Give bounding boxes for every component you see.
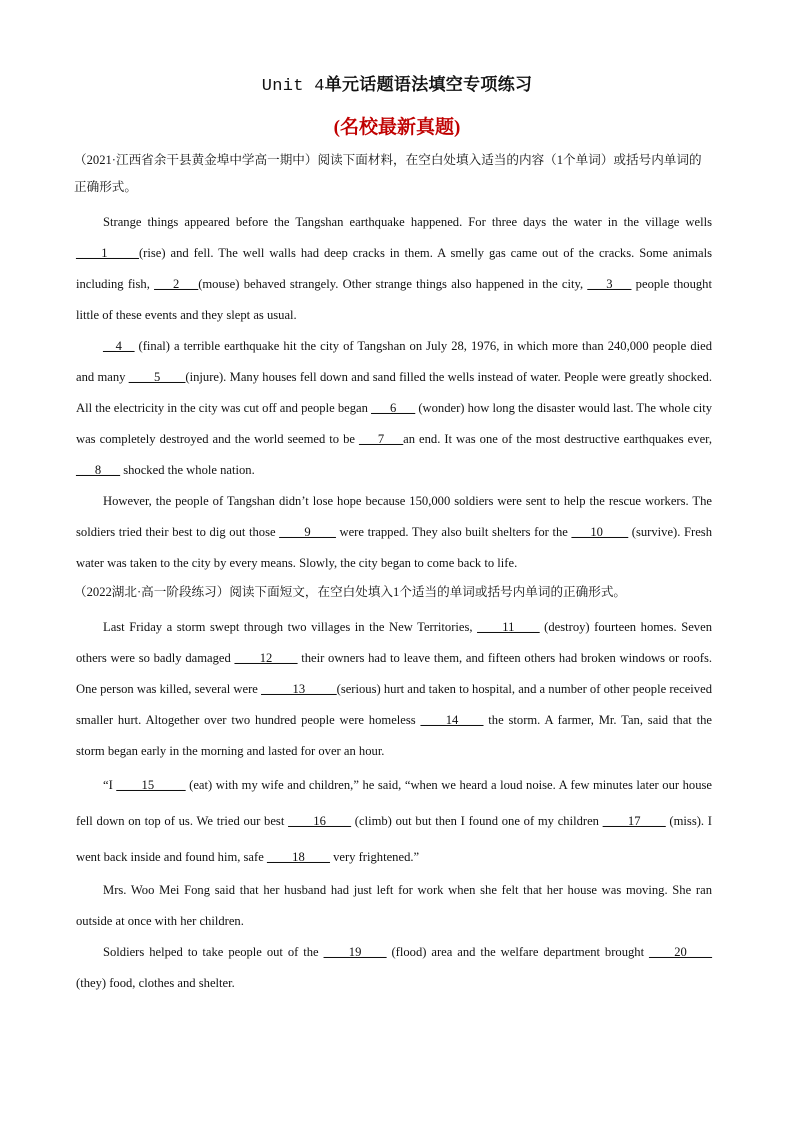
page-subtitle: (名校最新真题) <box>333 117 461 138</box>
blank-11[interactable]: ____11____ <box>477 620 540 634</box>
blank-7[interactable]: ___7___ <box>359 432 404 446</box>
passage2-source: （2022湖北·高一阶段练习）阅读下面短文，在空白处填入1个适当的单词或括号内单词的正确形式。 <box>74 585 627 599</box>
blank-14[interactable]: ____14____ <box>420 713 484 727</box>
text-segment: (miss). I went back inside and found him, safe <box>76 814 712 864</box>
text-segment: However, the people of Tangshan didn’t lose hope because 150,000 soldiers were sent to help the rescue workers. The soldiers tried their best to dig out those <box>76 494 712 539</box>
blank-20[interactable]: ____20____ <box>649 945 712 959</box>
blank-2[interactable]: ___2___ <box>154 277 199 291</box>
passage2-paragraph-2 <box>76 767 712 875</box>
text-segment: their owners had to leave them, and fifteen others had broken windows or roofs. One person was killed, several were <box>76 651 712 696</box>
page-title <box>0 70 794 96</box>
blank-6[interactable]: ___6___ <box>371 401 416 415</box>
text-segment: (injure). Many houses fell down and sand filled the wells instead of water. People were greatly shocked. All the electricity in the city was cut off and people began <box>76 370 712 415</box>
text-segment: Strange things appeared before the Tangshan earthquake happened. For three days the water in the village wells <box>103 215 712 229</box>
text-segment: (flood) area and the welfare department brought <box>386 945 650 959</box>
passage1-paragraph-1 <box>76 207 712 331</box>
passage1-paragraph-2 <box>76 331 712 486</box>
blank-18[interactable]: ____18____ <box>266 850 330 864</box>
text-segment: very frightened.” <box>329 850 420 864</box>
text-segment: (rise) and fell. The well walls had deep cracks in them. A smelly gas came out of the cracks. Some animals including fish, <box>76 246 712 291</box>
blank-9[interactable]: ____9____ <box>279 525 336 539</box>
blank-16[interactable]: ____16____ <box>288 814 352 828</box>
blank-15[interactable]: ____15_____ <box>116 778 186 792</box>
text-segment: (survive). Fresh water was taken to the city by every means. Slowly, the city began to come back to life. <box>76 525 712 570</box>
blank-19[interactable]: ____19____ <box>323 945 387 959</box>
text-segment: (eat) with my wife and children,” he said, “when we heard a loud noise. A few minutes later our house fell down on top of us. We tried our best <box>76 778 712 828</box>
text-segment: Soldiers helped to take people out of the <box>103 945 324 959</box>
passage2-paragraph-4 <box>76 937 712 999</box>
text-segment: Last Friday a storm swept through two villages in the New Territories, <box>103 620 478 634</box>
blank-10[interactable]: ___10____ <box>571 525 629 539</box>
text-segment: (they) food, clothes and shelter. <box>76 976 235 990</box>
text-segment: an end. It was one of the most destructive earthquakes ever, <box>403 432 712 446</box>
text-segment: people thought little of these events and they slept as usual. <box>76 277 712 322</box>
passage2-paragraph-1 <box>76 612 712 767</box>
blank-17[interactable]: ____17____ <box>602 814 666 828</box>
passage2-paragraph-3: Mrs. Woo Mei Fong said that her husband had just left for work when she felt that her house was moving. She ran outside at once with her children. <box>76 883 712 928</box>
blank-4[interactable]: __4__ <box>103 339 135 353</box>
text-segment: “I <box>103 778 117 792</box>
blank-5[interactable]: ____5____ <box>128 370 186 384</box>
text-segment: (destroy) fourteen homes. Seven others were so badly damaged <box>76 620 712 665</box>
blank-8[interactable]: ___8___ <box>76 463 121 477</box>
exercise-content <box>76 147 712 999</box>
title-text: 单元话题语法填空专项练习 <box>324 75 533 94</box>
title-unit: Unit 4 <box>261 77 325 96</box>
blank-13[interactable]: _____13_____ <box>261 682 337 696</box>
text-segment: (serious) hurt and taken to hospital, and a number of other people received smaller hurt. Altogether over two hundred people were homeless <box>76 682 712 727</box>
blank-3[interactable]: ___3___ <box>587 277 632 291</box>
text-segment: shocked the whole nation. <box>120 463 255 477</box>
text-segment: were trapped. They also built shelters for the <box>335 525 572 539</box>
text-segment: the storm. A farmer, Mr. Tan, said that the storm began early in the morning and lasted for over an hour. <box>76 713 712 758</box>
text-segment: (mouse) behaved strangely. Other strange things also happened in the city, <box>198 277 588 291</box>
passage1-paragraph-3 <box>76 486 712 579</box>
text-segment: (wonder) how long the disaster would last. The whole city was completely destroyed and the world seemed to be <box>76 401 712 446</box>
text-segment: (final) a terrible earthquake hit the city of Tangshan on July 28, 1976, in which more than 240,000 people died and many <box>76 339 712 384</box>
blank-1[interactable]: ____1_____ <box>76 246 139 260</box>
passage1-source: （2021·江西省余干县黄金埠中学高一期中）阅读下面材料，在空白处填入适当的内容（1个单词）或括号内单词的正确形式。 <box>74 153 702 194</box>
blank-12[interactable]: ____12____ <box>234 651 298 665</box>
text-segment: (climb) out but then I found one of my children <box>351 814 603 828</box>
